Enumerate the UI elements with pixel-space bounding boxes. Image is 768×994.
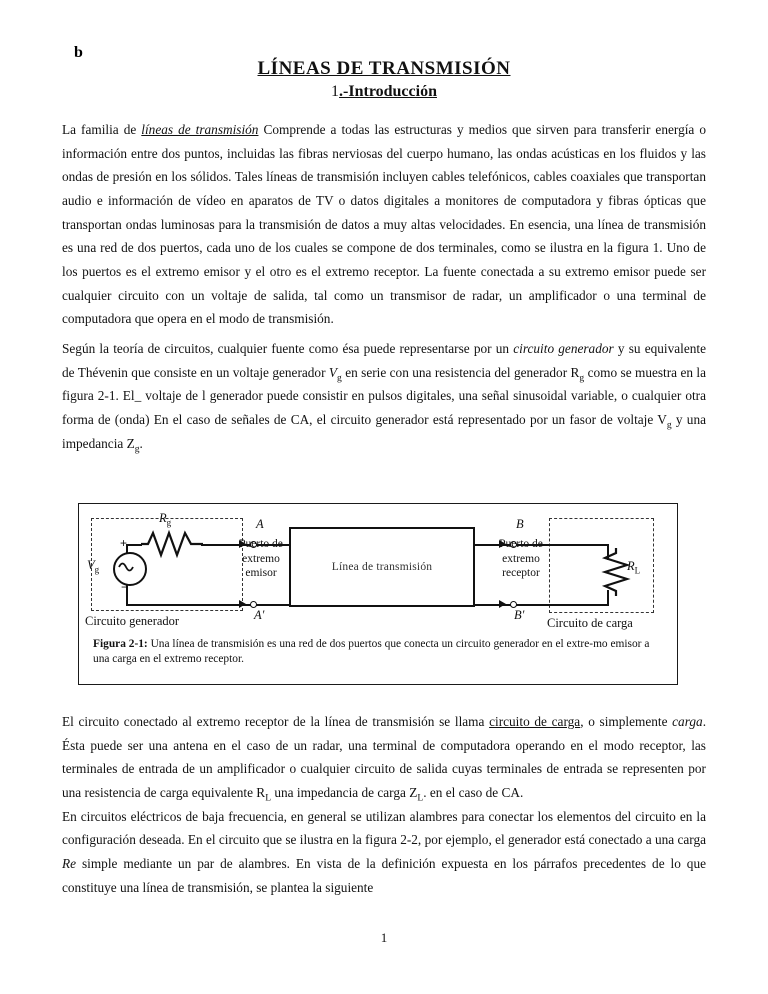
p3-s3: . Ésta puede ser una antena en el caso de un radar, una terminal de computadora operando en el modo receptor, las terminales de entrada de un amplificador o cualquier circuito de salida cuyas terminales de entrada se representen por una resistencia de carga equivalente R bbox=[62, 714, 707, 800]
wire-bottom-rail-left bbox=[126, 604, 289, 606]
port-right-line-2: extremo bbox=[502, 552, 540, 565]
figure-2-1 bbox=[78, 503, 678, 685]
p2-s4: como se muestra en la figura 2-1. El_ voltaje de l generador puede consistir en pulsos digitales, una señal sinusoidal variable, o cualquier otra forma de (onda) En el caso de señales de CA, el circuito generador está representado por un fasor de voltaje V bbox=[62, 364, 707, 427]
p1-rest: Comprende a todas las estructuras y medios que sirven para transferir energía o información entre dos puntos, incluidas las fibras nerviosas del cuerpo humano, las ondas acústicas en los fluidos y las ondas de presión en los sólidos. Tales líneas de transmisión incluyen cables telefónicos, cables coaxiales que transportan audio e información de vídeo en aparatos de TV o datos digitales a monitores de computadora y fibras ópticas que transportan ondas luminosas para la transmisión de datos a muy altas velocidades. En esencia, una línea de transmisión es una red de dos puertos, cada uno de los cuales se compone de dos terminales, como se ilustra en la figura 1. Uno de los puertos es el extremo emisor y el otro es el extremo receptor. La fuente conectada a su extremo emisor puede ser cualquier circuito con un voltaje de salida, tal como un transmisor de radar, un amplificador o una terminal de computadora que opera en el modo de transmisión. bbox=[62, 122, 706, 327]
node-label-b: B bbox=[516, 517, 524, 531]
paragraph-3 bbox=[62, 710, 706, 805]
p3-underlined-term: circuito de carga bbox=[489, 714, 581, 729]
polarity-minus: − bbox=[121, 580, 129, 594]
section-number: 1 bbox=[331, 83, 340, 100]
p3-s4: una impedancia de carga Z bbox=[271, 784, 418, 800]
node-label-b-prime: B′ bbox=[514, 608, 525, 622]
terminal-b-prime-dot bbox=[510, 601, 517, 608]
p4-s2: simple mediante un par de alambres. En vista de la definición expuesta en los párrafos precedentes de lo que constituye una línea de transmisión, se plantea la siguiente bbox=[62, 855, 706, 895]
figure-caption bbox=[93, 637, 665, 668]
port-right-line-3: receptor bbox=[502, 567, 540, 580]
p1-lead: La familia de bbox=[62, 122, 142, 137]
p2-s5: y una impedancia Z bbox=[62, 411, 706, 451]
wire-src-to-res bbox=[126, 544, 142, 546]
p4-s1: En circuitos eléctricos de baja frecuencia, en general se utilizan alambres para conectar los elementos del circuito en la configuración deseada. En el circuito que se ilustra en la figura 2-2, por ejemplo, el generador está conectado a una carga bbox=[62, 808, 707, 848]
node-label-a-prime: A′ bbox=[254, 608, 265, 622]
zone-label-load: Circuito de carga bbox=[547, 616, 633, 630]
resistor-rl bbox=[599, 548, 633, 601]
circuit-diagram bbox=[79, 504, 677, 632]
p2-s1: Según la teoría de circuitos, cualquier fuente como ésa puede representarse por un bbox=[62, 340, 514, 356]
port-left-line-1: Puerto de bbox=[239, 538, 283, 550]
p2-rg-subscript: g bbox=[579, 372, 585, 384]
polarity-plus: + bbox=[120, 536, 128, 550]
page-title: LÍNEAS DE TRANSMISIÓN bbox=[257, 58, 511, 79]
transmission-line-block bbox=[289, 527, 475, 607]
p2-variable-vg: V bbox=[328, 364, 338, 380]
port-label-receiving-end bbox=[479, 537, 563, 581]
p2-vg-subscript: g bbox=[337, 372, 342, 384]
wire-bottom-rail-right bbox=[537, 604, 609, 606]
p2-s3: en serie con una resistencia del generador R bbox=[341, 364, 580, 380]
port-left-line-3: emisor bbox=[245, 567, 277, 580]
p3-s1: El circuito conectado al extremo receptor de la línea de transmisión se llama bbox=[62, 714, 490, 729]
p1-key-term: líneas de transmisión bbox=[141, 122, 259, 137]
resistor-rg bbox=[141, 526, 203, 565]
p2-s2: y su equivalente de Thévenin que consiste en un voltaje generador bbox=[62, 340, 706, 380]
p4-italic-term: Re bbox=[62, 855, 77, 871]
zone-label-generator: Circuito generador bbox=[85, 614, 180, 628]
figure-caption-text: Una línea de transmisión es una red de dos puertos que conecta un circuito generador en el extre-mo emisor a una carga en el extremo receptor. bbox=[93, 638, 650, 666]
paragraph-2 bbox=[62, 337, 706, 455]
resistor-rl-label: $R_L$ bbox=[627, 559, 641, 576]
p2-s6: . bbox=[139, 435, 143, 451]
p2-vg2-subscript: g bbox=[666, 419, 672, 431]
title-block bbox=[0, 0, 768, 101]
p2-italic-term: circuito generador bbox=[513, 340, 614, 356]
source-vg-label: $V_g$ bbox=[87, 558, 100, 575]
page-number: 1 bbox=[380, 930, 388, 945]
paragraph-4 bbox=[62, 805, 706, 900]
p3-s5: . en el caso de CA. bbox=[423, 784, 524, 800]
corner-marker: b bbox=[74, 44, 83, 61]
section-name: .-Introducción bbox=[339, 83, 437, 100]
p3-s2: , o simplemente bbox=[580, 714, 673, 729]
resistor-rg-label: $R_g$ bbox=[159, 511, 172, 528]
port-left-line-2: extremo bbox=[242, 552, 280, 565]
figure-caption-number: Figura 2-1: bbox=[93, 638, 148, 650]
paragraph-1 bbox=[62, 118, 706, 331]
p2-zg-subscript: g bbox=[134, 443, 140, 455]
arrow-node-a-prime bbox=[239, 600, 246, 608]
arrow-node-b-prime bbox=[499, 600, 506, 608]
port-right-line-1: Puerto de bbox=[499, 538, 543, 550]
terminal-a-prime-dot bbox=[250, 601, 257, 608]
p3-italic-term: carga bbox=[672, 714, 703, 729]
body-text-area bbox=[62, 118, 706, 455]
body-text-after-figure bbox=[62, 710, 706, 899]
p3-rl-subscript: L bbox=[265, 792, 272, 804]
node-label-a: A bbox=[256, 517, 264, 531]
transmission-line-label: Línea de transmisión bbox=[331, 561, 433, 573]
ac-source-symbol bbox=[113, 552, 147, 586]
p3-zl-subscript: L bbox=[417, 792, 424, 804]
section-heading bbox=[331, 83, 437, 101]
